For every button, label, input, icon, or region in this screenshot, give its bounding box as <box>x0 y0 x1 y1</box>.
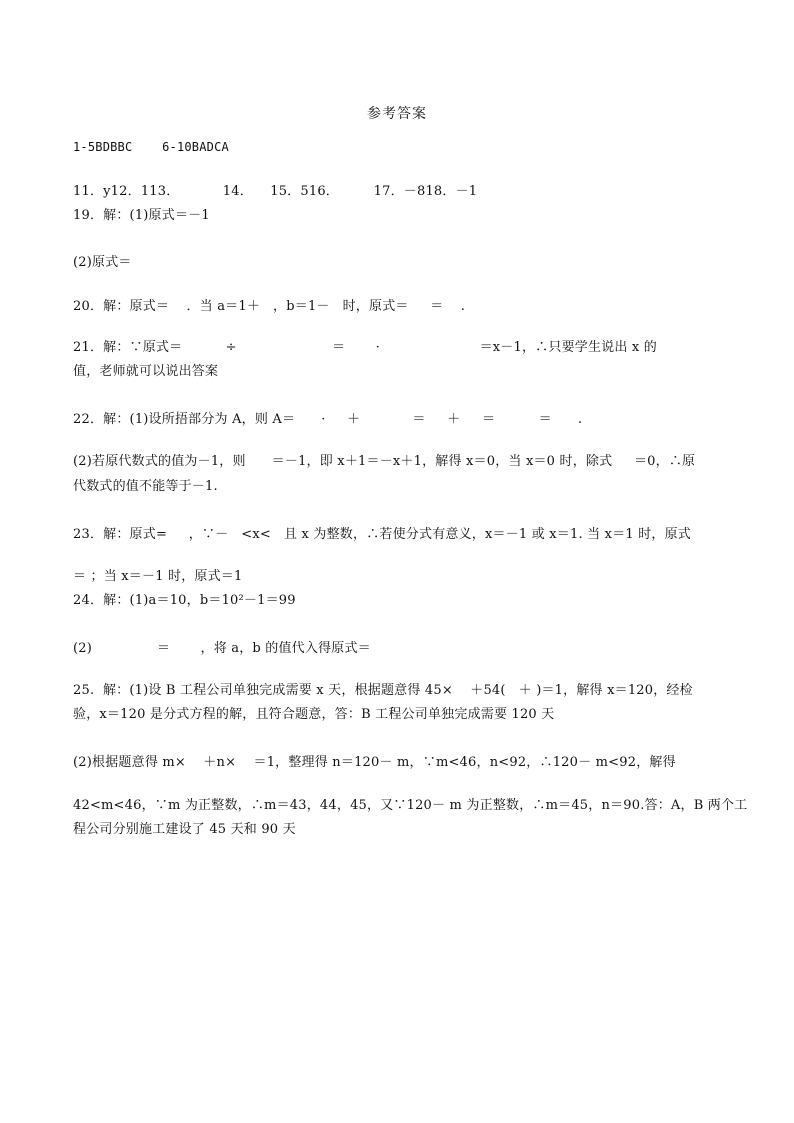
answer-line-24-2: (2) ＝ ，将 a，b 的值代入得原式＝ <box>73 641 371 656</box>
answer-line-25-2c: 程公司分别施工建设了 45 天和 90 天 <box>73 822 296 837</box>
answer-line-23-b: ＝ ；当 x＝－1 时，原式＝1 <box>73 569 243 584</box>
answer-line-19-2: (2)原式＝ <box>73 255 132 270</box>
answer-line-11-17: 11．y12．113． 14． 15．516． 17．－818．－1 <box>73 184 478 199</box>
answer-line-19-1: 19．解：(1)原式＝－1 <box>73 208 210 223</box>
answer-line-1-10: 1-5BDBBC 6-10BADCA <box>73 140 229 154</box>
answer-line-24-1: 24．解：(1)a＝10，b＝10²－1＝99 <box>73 593 296 608</box>
answer-line-22-1: 22．解：(1)设所捂部分为 A，则 A＝ · ＋ ＝ ＋ ＝ ＝ . <box>73 412 583 427</box>
answer-line-25-2a: (2)根据题意得 m× ＋n× ＝1，整理得 n＝120－ m，∵m<46，n<92，∴120－ m<92，解得 <box>73 755 676 770</box>
answer-line-25-1a: 25. 解：(1)设 B 工程公司单独完成需要 x 天，根据题意得 45× ＋54( ＋ )＝1，解得 x＝120，经检 <box>73 683 693 698</box>
answer-line-25-2b: 42<m<46，∵m 为正整数，∴m＝43，44，45，又∵120－ m 为正整数，∴m＝45，n＝90.答：A，B 两个工 <box>73 798 748 813</box>
answer-line-21-b: 值，老师就可以说出答案 <box>73 364 219 379</box>
answer-line-23-a: 23．解：原式= ，∵－ <x< 且 x 为整数，∴若使分式有意义，x＝－1 或 x＝1. 当 x＝1 时，原式 <box>73 527 692 542</box>
answer-line-25-1b: 验，x＝120 是分式方程的解，且符合题意，答：B 工程公司单独完成需要 120 天 <box>73 707 555 722</box>
page-title: 参考答案 <box>367 106 427 122</box>
answer-line-22-2a: (2)若原代数式的值为－1，则 ＝－1，即 x＋1＝－x＋1，解得 x＝0，当 x＝0 时，除式 ＝0，∴原 <box>73 454 696 469</box>
answer-line-22-2b: 代数式的值不能等于－1. <box>73 479 218 494</box>
answer-line-21-a: 21．解：∵原式＝ ÷ ＝ · ＝x－1，∴只要学生说出 x 的 <box>73 340 657 355</box>
answer-line-20: 20．解：原式＝ ．当 a＝1＋ ，b＝1－ 时，原式＝ ＝ . <box>73 299 466 314</box>
